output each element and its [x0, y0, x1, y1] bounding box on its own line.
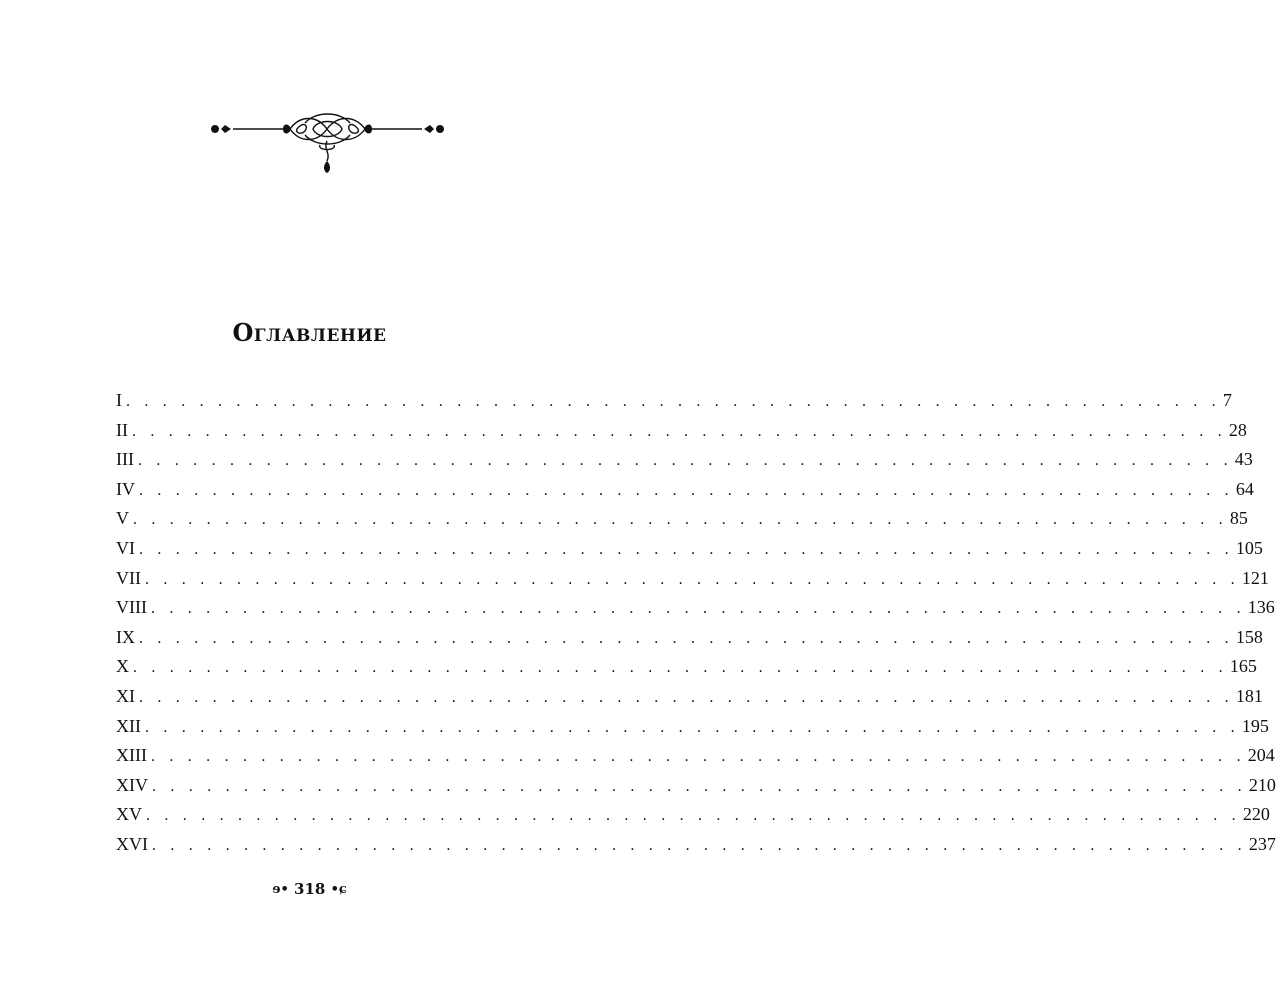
toc-leader-dots: . . . . . . . . . . . . . . . . . . . . . . . . . . . . . . . . . . . . . . . . . . . . . . . . . . . . . . . . . . . .	[145, 570, 1240, 588]
toc-page-number: 85	[1229, 508, 1248, 529]
toc-chapter-numeral: XII	[116, 715, 141, 736]
toc-entry	[116, 712, 1269, 742]
toc-leader-dots: . . . . . . . . . . . . . . . . . . . . . . . . . . . . . . . . . . . . . . . . . . . . . . . . . . . . . . . . . . . .	[145, 718, 1240, 736]
toc-leader-dots: . . . . . . . . . . . . . . . . . . . . . . . . . . . . . . . . . . . . . . . . . . . . . . . . . . . . . . . . . . . .	[150, 748, 1246, 766]
toc-entry	[116, 741, 1275, 771]
toc-entry	[116, 830, 1276, 860]
toc-entry	[116, 504, 1248, 534]
toc-chapter-numeral: XIV	[116, 774, 148, 795]
toc-leader-dots: . . . . . . . . . . . . . . . . . . . . . . . . . . . . . . . . . . . . . . . . . . . . . . . . . . . . . . . . . . . .	[139, 629, 1234, 647]
toc-leader-dots: . . . . . . . . . . . . . . . . . . . . . . . . . . . . . . . . . . . . . . . . . . . . . . . . . . . . . . . . . . . .	[133, 511, 1228, 529]
toc-page-number: 181	[1235, 685, 1263, 706]
toc-entry	[116, 386, 1232, 416]
toc-entry	[116, 593, 1275, 623]
toc-chapter-numeral: X	[116, 656, 129, 677]
toc-leader-dots: . . . . . . . . . . . . . . . . . . . . . . . . . . . . . . . . . . . . . . . . . . . . . . . . . . . . . . . . . . . .	[139, 540, 1234, 558]
toc-leader-dots: . . . . . . . . . . . . . . . . . . . . . . . . . . . . . . . . . . . . . . . . . . . . . . . . . . . . . . . . . . . .	[133, 659, 1228, 677]
toc-leader-dots: . . . . . . . . . . . . . . . . . . . . . . . . . . . . . . . . . . . . . . . . . . . . . . . . . . . . . . . . . . . .	[152, 836, 1247, 854]
toc-entry	[116, 771, 1276, 801]
table-of-contents	[116, 386, 1276, 860]
folio-ornament-left-icon: ɘ•	[272, 882, 289, 897]
toc-chapter-numeral: VII	[116, 567, 141, 588]
toc-chapter-numeral: IV	[116, 478, 135, 499]
toc-chapter-numeral: V	[116, 508, 129, 529]
toc-entry	[116, 623, 1263, 653]
folio-number: 318	[294, 880, 326, 898]
toc-page-number: 195	[1241, 715, 1269, 736]
toc-page-number: 158	[1235, 626, 1263, 647]
toc-leader-dots: . . . . . . . . . . . . . . . . . . . . . . . . . . . . . . . . . . . . . . . . . . . . . . . . . . . . . . . . . . . .	[139, 481, 1234, 499]
toc-entry	[116, 445, 1253, 475]
toc-entry	[116, 682, 1263, 712]
toc-leader-dots: . . . . . . . . . . . . . . . . . . . . . . . . . . . . . . . . . . . . . . . . . . . . . . . . . . . . . . . . . . . .	[137, 452, 1233, 470]
toc-page-number: 220	[1242, 804, 1270, 825]
toc-page-number: 210	[1248, 774, 1276, 795]
folio-ornament-right-icon: •ɕ	[330, 882, 347, 897]
toc-entry	[116, 652, 1257, 682]
toc-chapter-numeral: II	[116, 419, 128, 440]
page-number	[0, 880, 619, 898]
toc-page-number: 136	[1247, 597, 1275, 618]
toc-page-number: 64	[1235, 478, 1254, 499]
decorative-flourish-icon	[205, 105, 450, 180]
toc-chapter-numeral: XI	[116, 685, 135, 706]
toc-page-number: 237	[1248, 833, 1276, 854]
toc-leader-dots: . . . . . . . . . . . . . . . . . . . . . . . . . . . . . . . . . . . . . . . . . . . . . . . . . . . . . . . . . . . .	[126, 393, 1221, 410]
toc-chapter-numeral: III	[116, 449, 134, 470]
page-title: Оглавление	[232, 318, 387, 347]
toc-chapter-numeral: IX	[116, 626, 135, 647]
toc-entry	[116, 564, 1269, 594]
toc-leader-dots: . . . . . . . . . . . . . . . . . . . . . . . . . . . . . . . . . . . . . . . . . . . . . . . . . . . . . . . . . . . .	[150, 600, 1246, 618]
toc-page-number: 165	[1229, 656, 1257, 677]
toc-entry	[116, 800, 1270, 830]
toc-leader-dots: . . . . . . . . . . . . . . . . . . . . . . . . . . . . . . . . . . . . . . . . . . . . . . . . . . . . . . . . . . . .	[146, 807, 1241, 825]
toc-entry	[116, 475, 1254, 505]
toc-page-number: 7	[1222, 390, 1232, 410]
toc-entry	[116, 416, 1247, 446]
toc-page-number: 43	[1234, 449, 1253, 470]
toc-leader-dots: . . . . . . . . . . . . . . . . . . . . . . . . . . . . . . . . . . . . . . . . . . . . . . . . . . . . . . . . . . . .	[139, 688, 1234, 706]
toc-chapter-numeral: I	[116, 390, 122, 410]
toc-entry	[116, 534, 1263, 564]
toc-chapter-numeral: XIII	[116, 745, 147, 766]
toc-chapter-numeral: VI	[116, 537, 135, 558]
toc-page-number: 121	[1241, 567, 1269, 588]
toc-chapter-numeral: VIII	[116, 597, 147, 618]
toc-page-number: 204	[1247, 745, 1275, 766]
toc-page-number: 28	[1228, 419, 1247, 440]
toc-chapter-numeral: XVI	[116, 833, 148, 854]
toc-leader-dots: . . . . . . . . . . . . . . . . . . . . . . . . . . . . . . . . . . . . . . . . . . . . . . . . . . . . . . . . . . . .	[132, 422, 1227, 440]
toc-leader-dots: . . . . . . . . . . . . . . . . . . . . . . . . . . . . . . . . . . . . . . . . . . . . . . . . . . . . . . . . . . . .	[152, 777, 1247, 795]
toc-page-number: 105	[1235, 537, 1263, 558]
toc-chapter-numeral: XV	[116, 804, 142, 825]
